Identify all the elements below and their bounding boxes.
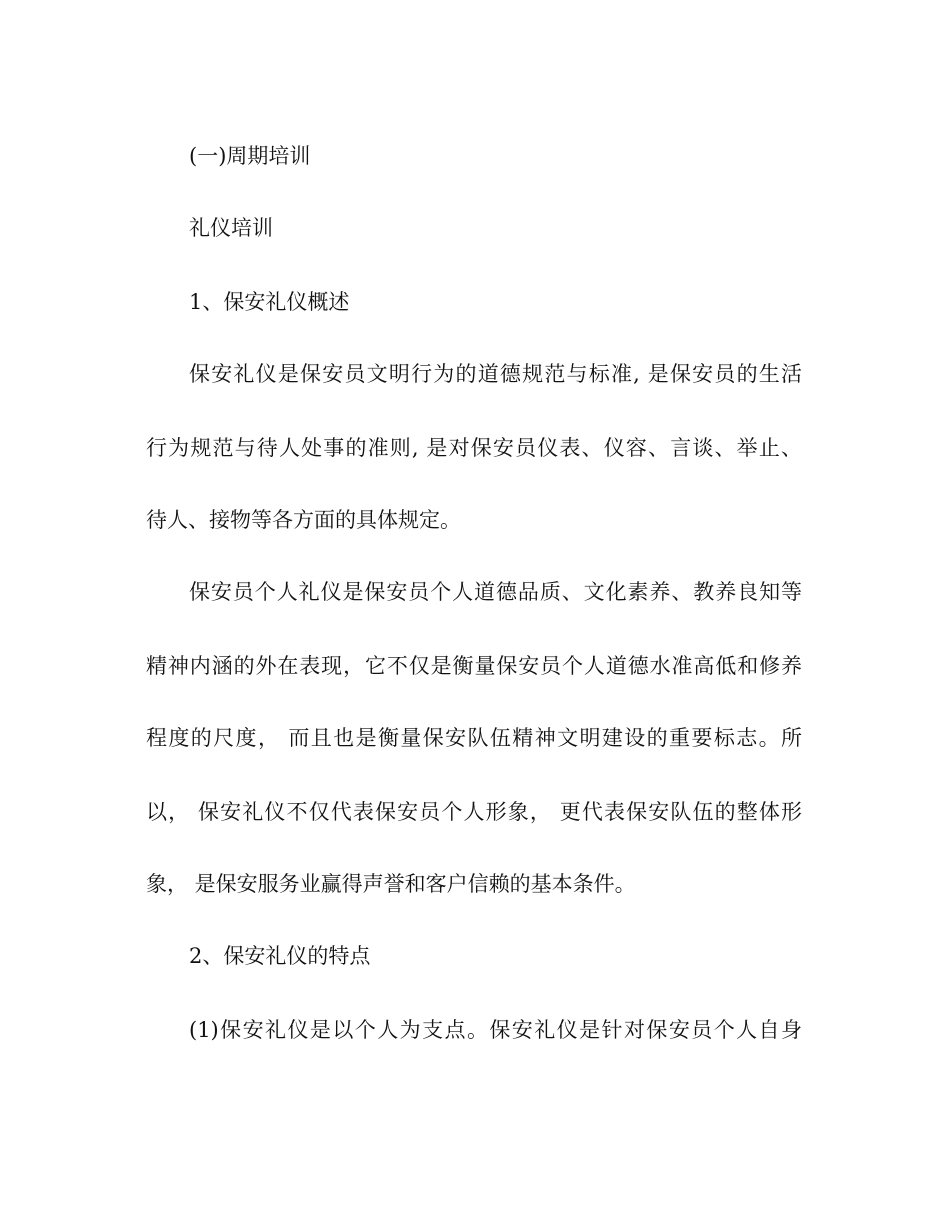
paragraph-2-line-3: 程度的尺度， 而且也是衡量保安队伍精神文明建设的重要标志。所 (146, 726, 802, 750)
subheading-etiquette-training: 礼仪培训 (189, 216, 273, 240)
section-heading-periodic-training: (一)周期培训 (189, 144, 311, 168)
heading-etiquette-overview: 1、保安礼仪概述 (189, 290, 350, 314)
heading-etiquette-features: 2、保安礼仪的特点 (189, 944, 371, 968)
paragraph-2-line-1: 保安员个人礼仪是保安员个人道德品质、文化素养、教养良知等 (189, 580, 802, 604)
paragraph-1-line-3: 待人、接物等各方面的具体规定。 (146, 508, 461, 532)
paragraph-1-line-2: 行为规范与待人处事的准则, 是对保安员仪表、仪容、言谈、举止、 (146, 436, 802, 460)
paragraph-1-line-1: 保安礼仪是保安员文明行为的道德规范与标准, 是保安员的生活 (189, 362, 802, 386)
paragraph-2-line-4: 以， 保安礼仪不仅代表保安员个人形象， 更代表保安队伍的整体形 (146, 800, 802, 824)
document-page (146, 0, 802, 1230)
paragraph-2-line-2: 精神内涵的外在表现，它不仅是衡量保安员个人道德水准高低和修养 (146, 654, 802, 678)
paragraph-3-line-1: (1)保安礼仪是以个人为支点。保安礼仪是针对保安员个人自身 (189, 1018, 802, 1042)
paragraph-2-line-5: 象， 是保安服务业赢得声誉和客户信赖的基本条件。 (146, 872, 636, 896)
